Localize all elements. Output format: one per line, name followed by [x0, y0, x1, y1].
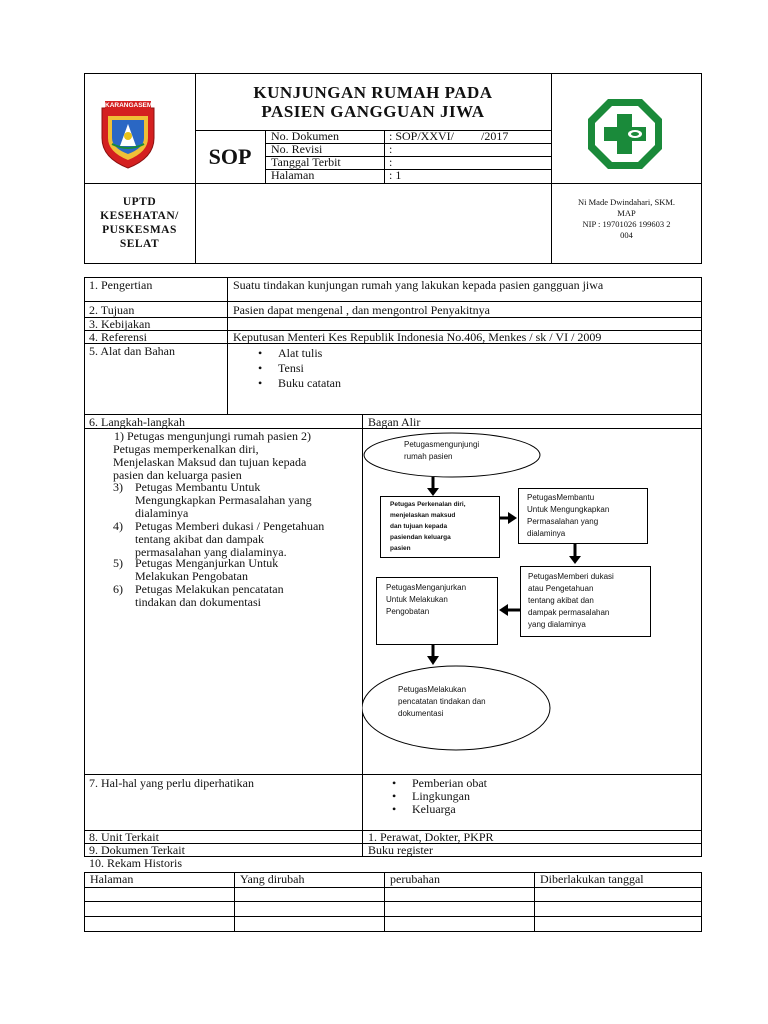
meta-value-dokumen: : SOP/XXVI/ /2017 — [389, 129, 509, 143]
step-1-line: Menjelaskan Maksud dan tujuan kepada — [113, 455, 307, 469]
step-5 — [113, 557, 361, 583]
dokumen-terkait-label: 9. Dokumen Terkait — [89, 843, 185, 857]
history-header-perubahan: perubahan — [390, 872, 440, 886]
health-cross-logo — [586, 97, 664, 171]
hal-list — [390, 777, 590, 816]
list-item: • Keluarga — [390, 803, 590, 816]
bagan-label: Bagan Alir — [368, 415, 421, 429]
step-line: tentang akibat dan dampak — [135, 532, 264, 546]
referensi-label: 4. Referensi — [89, 330, 147, 344]
signer-nip: NIP : 19701026 199603 2 — [582, 219, 671, 229]
step-line: Petugas Memberi dukasi / Pengetahuan — [135, 519, 325, 533]
meta-label-halaman: Halaman — [271, 168, 315, 182]
list-item: • Buku catatan — [256, 376, 456, 391]
flow-text-line: pasien — [390, 545, 411, 552]
history-header-halaman: Halaman — [90, 872, 134, 886]
flow-node-3-text — [527, 492, 647, 540]
flow-node-5-text — [386, 582, 498, 618]
step-1-line: pasien dan keluarga pasien — [113, 468, 242, 482]
step-number: 4) — [113, 519, 123, 533]
list-item: • Pemberian obat — [390, 777, 590, 790]
document-title-line2: PASIEN GANGGUAN JIWA — [261, 102, 485, 121]
flow-text-line: pencatatan tindakan dan — [398, 697, 486, 706]
list-item: • Alat tulis — [256, 346, 456, 361]
flow-text-line: menjelaskan maksud — [390, 512, 456, 519]
signer-name: Ni Made Dwindahari, SKM. — [577, 197, 676, 207]
flow-text-line: PetugasMenganjurkan — [386, 583, 467, 592]
step-line: Petugas Menganjurkan Untuk — [135, 556, 279, 570]
meta-value-tanggal: : — [389, 155, 393, 169]
flow-text-line: dialaminya — [527, 529, 566, 538]
flow-text-line: Pengobatan — [386, 607, 430, 616]
rekam-historis-label: 10. Rekam Historis — [89, 856, 182, 870]
document-title-line1: KUNJUNGAN RUMAH PADA — [253, 83, 493, 102]
signer-title: MAP — [617, 208, 636, 218]
hal-label: 7. Hal-hal yang perlu diperhatikan — [89, 776, 254, 790]
step-4 — [113, 520, 361, 559]
flow-text-line: atau Pengetahuan — [528, 584, 594, 593]
kebijakan-label: 3. Kebijakan — [89, 317, 151, 331]
tujuan-value: Pasien dapat mengenal , dan mengontrol Penyakitnya — [233, 303, 490, 317]
history-header-yang-dirubah: Yang dirubah — [240, 872, 305, 886]
meta-label-revisi: No. Revisi — [271, 142, 323, 156]
flow-text-line: Petugasmengunjungi — [404, 440, 480, 449]
list-item: • Lingkungan — [390, 790, 590, 803]
flow-node-1-text — [404, 439, 534, 463]
flow-text-line: rumah pasien — [404, 452, 453, 461]
flow-text-line: PetugasMemberi dukasi — [528, 572, 614, 581]
unit-line3: PUSKESMAS — [102, 224, 177, 236]
list-item: • Tensi — [256, 361, 456, 376]
referensi-value: Keputusan Menteri Kes Republik Indonesia No.406, Menkes / sk / VI / 2009 — [233, 330, 602, 344]
step-line: tindakan dan dokumentasi — [135, 595, 261, 609]
pengertian-value: Suatu tindakan kunjungan rumah yang lakukan kepada pasien gangguan jiwa — [233, 278, 604, 292]
flow-text-line: Untuk Mengungkapkan — [527, 505, 610, 514]
unit-terkait-label: 8. Unit Terkait — [89, 830, 159, 844]
step-number: 5) — [113, 556, 123, 570]
meta-value-revisi: : — [389, 142, 393, 156]
step-line: dialaminya — [135, 506, 189, 520]
sop-label: SOP — [208, 144, 252, 169]
flow-text-line: dampak permasalahan — [528, 608, 610, 617]
flow-text-line: yang dialaminya — [528, 620, 586, 629]
meta-value-halaman: : 1 — [389, 168, 402, 182]
unit-line4: SELAT — [119, 238, 160, 250]
logo-label: KARANGASEM — [105, 102, 153, 109]
tujuan-label: 2. Tujuan — [89, 303, 135, 317]
pengertian-label: 1. Pengertian — [89, 278, 153, 292]
flow-text-line: tentang akibat dan — [528, 596, 594, 605]
step-line: Petugas Membantu Untuk — [135, 480, 261, 494]
flow-text-line: Permasalahan yang — [527, 517, 599, 526]
unit-line1: UPTD — [122, 196, 157, 208]
signer-nip-cont: 004 — [620, 230, 633, 240]
alat-list — [256, 346, 456, 391]
flow-text-line: PetugasMelakukan — [398, 685, 467, 694]
step-line: permasalahan yang dialaminya. — [135, 545, 287, 559]
step-1-line: Petugas memperkenalkan diri, — [113, 442, 259, 456]
flow-node-6-text — [398, 684, 538, 720]
flow-text-line: pasiendan keluarga — [390, 534, 451, 541]
step-line: Petugas Melakukan pencatatan — [135, 582, 284, 596]
alat-label: 5. Alat dan Bahan — [89, 344, 175, 358]
step-1-line: 1) Petugas mengunjungi rumah pasien 2) — [114, 429, 311, 443]
dokumen-terkait-value: Buku register — [368, 843, 433, 857]
flow-text-line: Untuk Melakukan — [386, 595, 448, 604]
flow-node-4-text — [528, 571, 650, 631]
unit-line2: KESEHATAN/ — [100, 210, 179, 222]
flow-node-2-text — [390, 499, 498, 554]
steps-text — [89, 430, 361, 482]
karangasem-logo — [98, 98, 158, 170]
unit-terkait-value: 1. Perawat, Dokter, PKPR — [368, 830, 494, 844]
langkah-label: 6. Langkah-langkah — [89, 415, 185, 429]
step-number: 3) — [113, 480, 123, 494]
flow-text-line: dan tujuan kepada — [390, 523, 448, 530]
meta-label-tanggal: Tanggal Terbit — [271, 155, 341, 169]
flow-text-line: Petugas Perkenalan diri, — [390, 501, 466, 508]
step-line: Mengungkapkan Permasalahan yang — [135, 493, 312, 507]
step-line: Melakukan Pengobatan — [135, 569, 248, 583]
history-header-diberlakukan: Diberlakukan tanggal — [540, 872, 644, 886]
step-number: 6) — [113, 582, 123, 596]
step-6 — [113, 583, 361, 609]
flow-text-line: PetugasMembantu — [527, 493, 595, 502]
meta-label-dokumen: No. Dokumen — [271, 129, 339, 143]
flow-text-line: dokumentasi — [398, 709, 444, 718]
step-3 — [113, 481, 361, 520]
